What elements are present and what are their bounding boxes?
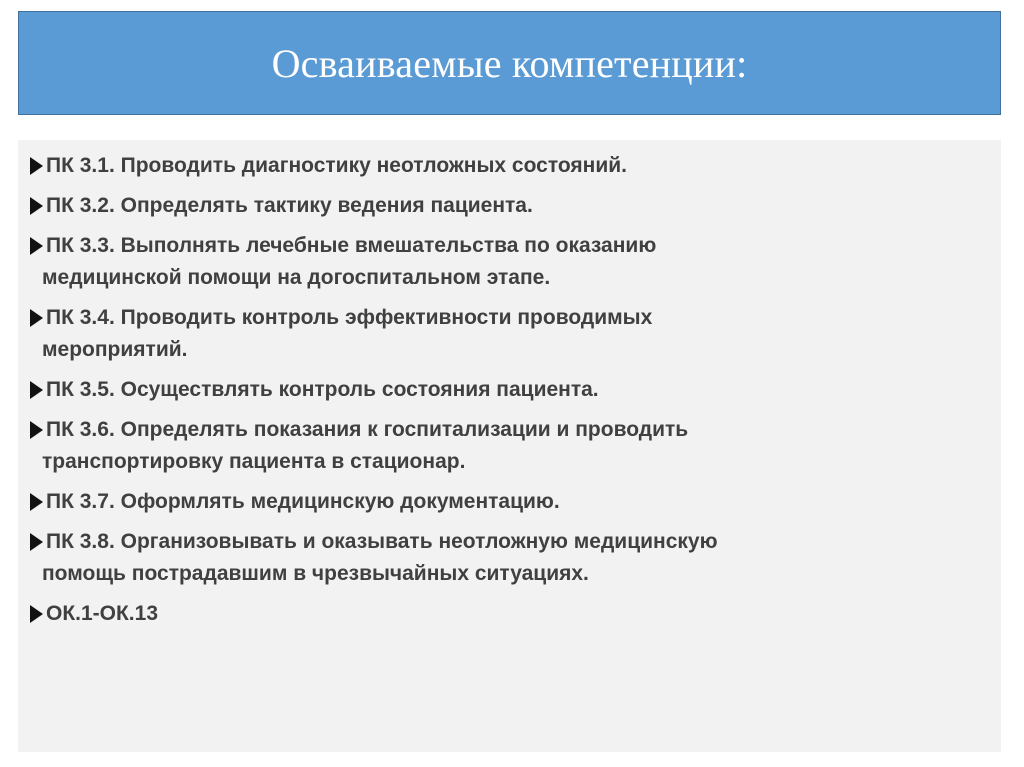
list-item-text <box>46 374 971 406</box>
triangle-right-icon <box>30 421 43 439</box>
list-item-text <box>42 230 971 294</box>
triangle-right-icon <box>30 309 43 327</box>
list-item <box>30 150 971 182</box>
list-item <box>30 598 971 630</box>
triangle-right-icon <box>30 237 43 255</box>
list-item-line: ПК 3.8. Организовывать и оказывать неотложную медицинскую <box>46 530 718 553</box>
list-item-line: медицинской помощи на догоспитальном этапе. <box>42 266 551 289</box>
list-item-line: ПК 3.7. Оформлять медицинскую документацию. <box>46 490 560 513</box>
list-item <box>30 486 971 518</box>
list-item <box>30 230 971 294</box>
list-item-text <box>46 150 971 182</box>
list-item <box>30 414 971 478</box>
list-item-text <box>42 302 971 366</box>
list-item-line: ПК 3.3. Выполнять лечебные вмешательства по оказанию <box>46 234 657 257</box>
list-item-line: ОК.1-ОК.13 <box>46 602 159 625</box>
triangle-right-icon <box>30 197 43 215</box>
list-item-text <box>46 190 971 222</box>
list-item-text <box>42 414 971 478</box>
list-item <box>30 374 971 406</box>
list-item-line: ПК 3.6. Определять показания к госпитализации и проводить <box>46 418 689 441</box>
triangle-right-icon <box>30 533 43 551</box>
list-item-text <box>42 526 971 590</box>
list-item-line: ПК 3.4. Проводить контроль эффективности проводимых <box>46 306 653 329</box>
list-item-text <box>46 486 971 518</box>
list-item-line: транспортировку пациента в стационар. <box>42 450 466 473</box>
list-item <box>30 302 971 366</box>
list-item-line: помощь пострадавшим в чрезвычайных ситуациях. <box>42 562 589 585</box>
list-item-line: мероприятий. <box>42 338 188 361</box>
list-item-line: ПК 3.1. Проводить диагностику неотложных состояний. <box>46 154 627 177</box>
triangle-right-icon <box>30 157 43 175</box>
slide-title: Осваиваемые компетенции: <box>271 40 748 86</box>
list-item-line: ПК 3.2. Определять тактику ведения пациента. <box>46 194 533 217</box>
triangle-right-icon <box>30 381 43 399</box>
list-item-line: ПК 3.5. Осуществлять контроль состояния пациента. <box>46 378 599 401</box>
title-bar <box>18 11 1001 115</box>
list-item <box>30 526 971 590</box>
competencies-list <box>18 140 1001 752</box>
triangle-right-icon <box>30 605 43 623</box>
list-item <box>30 190 971 222</box>
triangle-right-icon <box>30 493 43 511</box>
list-item-text <box>46 598 971 630</box>
